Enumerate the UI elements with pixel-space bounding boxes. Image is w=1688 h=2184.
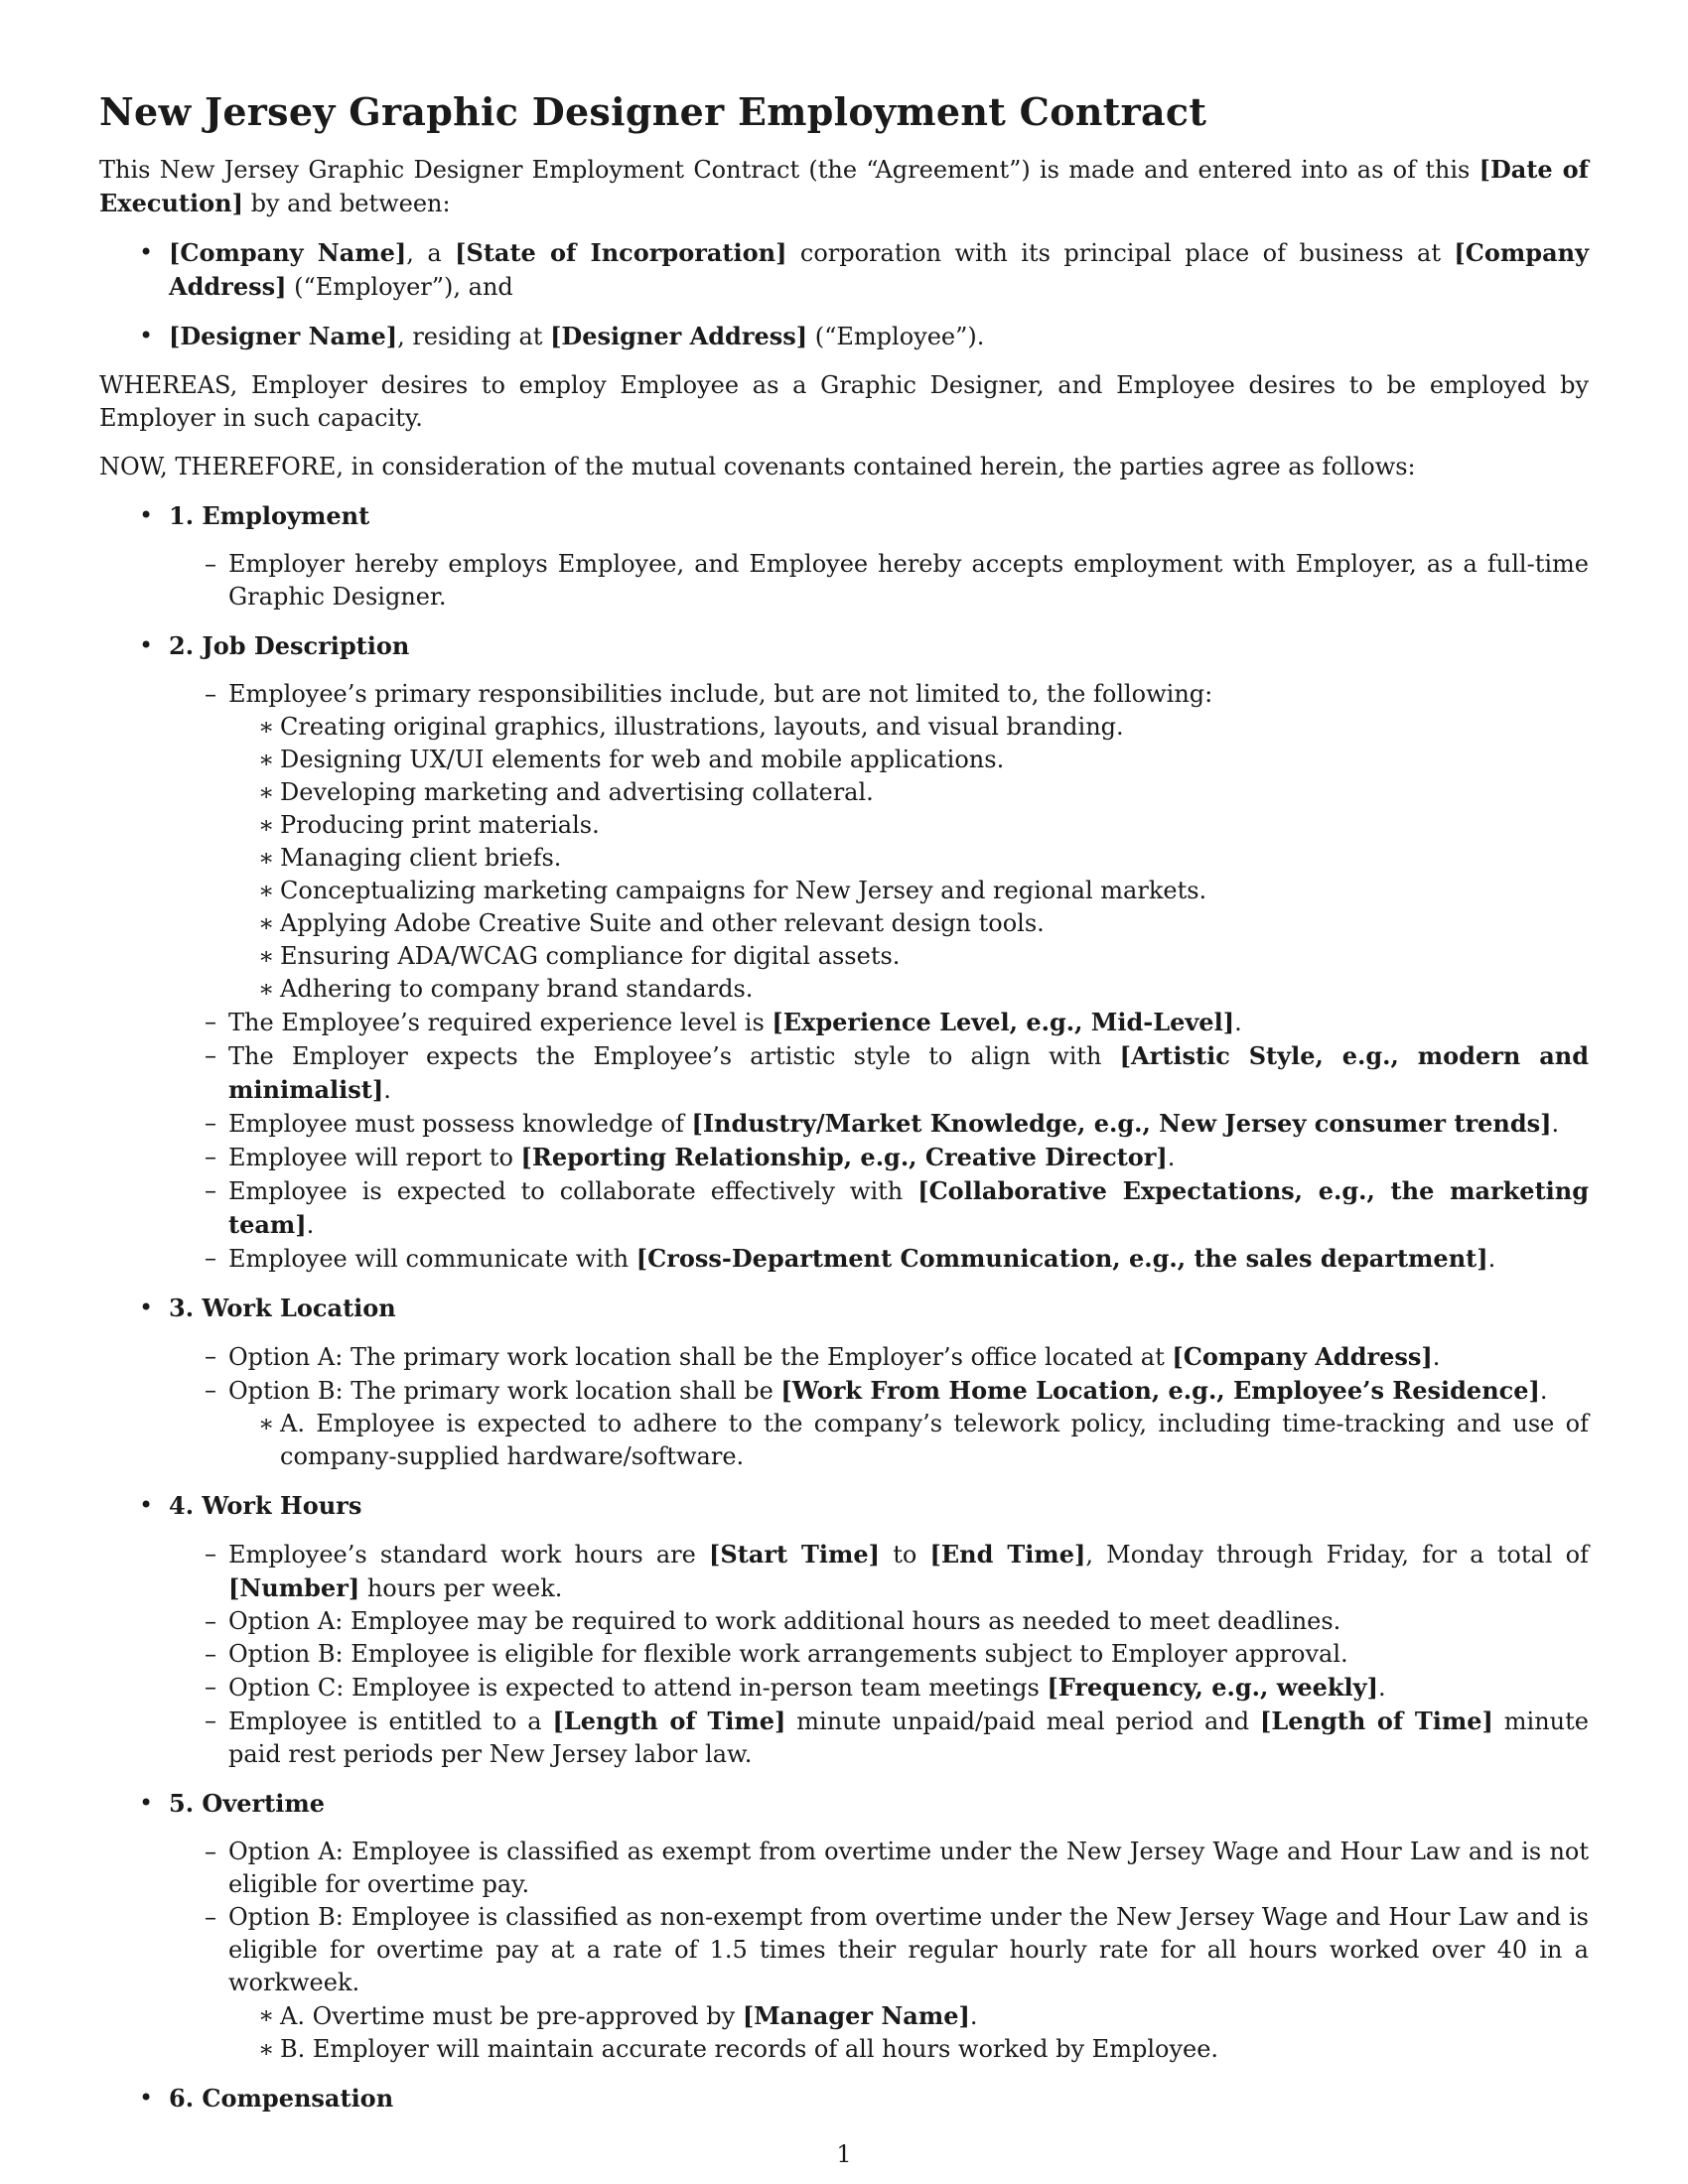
document-title: New Jersey Graphic Designer Employment Contract	[99, 89, 1207, 134]
list-item: – Option B: Employee is classified as non-exempt from overtime under the New Jersey Wage and Hour Law and is eligible for overtime pay at a rate of 1.5 times their regular hourly rate for all hours worked over 40 in a workweek. ∗ A. Overtime must be pre-approved by [Manager Name]. ∗ B. Employer will maintain accurate records of all hours worked by Employee.	[169, 1901, 1589, 2066]
party-employer: • [Company Name], a [State of Incorporation] corporation with its principal place of business at [Company Address] (“Employer”), and	[99, 236, 1589, 304]
section-work-location	[99, 1292, 1589, 1473]
duty-item: ∗ Developing marketing and advertising collateral.	[228, 776, 1589, 809]
section-employment	[99, 499, 1589, 614]
section-overtime	[99, 1787, 1589, 2066]
list-item: – Employee’s standard work hours are [Start Time] to [End Time], Monday through Friday, for a total of [Number] hours per week.	[169, 1538, 1589, 1605]
list-item: – The Employer expects the Employee’s artistic style to align with [Artistic Style, e.g., modern and minimalist].	[169, 1039, 1589, 1107]
page-number: 1	[836, 2140, 852, 2168]
duty-item: ∗ Adhering to company brand standards.	[228, 973, 1589, 1006]
sub-item: ∗ B. Employer will maintain accurate records of all hours worked by Employee.	[228, 2033, 1589, 2066]
duty-item: ∗ Ensuring ADA/WCAG compliance for digital assets.	[228, 940, 1589, 973]
duty-item: ∗ Creating original graphics, illustrations, layouts, and visual branding.	[228, 711, 1589, 744]
section-work-hours	[99, 1489, 1589, 1771]
parties-list	[99, 236, 1589, 353]
list-item: – Employee is entitled to a [Length of Time] minute unpaid/paid meal period and [Length of Time] minute paid rest periods per New Jersey labor law.	[169, 1705, 1589, 1771]
duty-item: ∗ Applying Adobe Creative Suite and other relevant design tools.	[228, 907, 1589, 940]
sub-item: ∗ A. Overtime must be pre-approved by [Manager Name].	[228, 1999, 1589, 2033]
list-item: – Employee will report to [Reporting Relationship, e.g., Creative Director].	[169, 1141, 1589, 1174]
section-title: • 4. Work Hours	[169, 1491, 362, 1520]
sections-list	[99, 499, 1589, 2115]
duties-list	[228, 711, 1589, 1006]
section-title: • 1. Employment	[169, 501, 370, 530]
list-item: – The Employee’s required experience level is [Experience Level, e.g., Mid-Level].	[169, 1006, 1589, 1039]
section-title: • 3. Work Location	[169, 1294, 396, 1322]
list-item: – Option A: Employee may be required to work additional hours as needed to meet deadlines.	[169, 1605, 1589, 1638]
duty-item: ∗ Producing print materials.	[228, 809, 1589, 842]
section-title: • 6. Compensation	[169, 2084, 394, 2113]
intro-paragraph: This New Jersey Graphic Designer Employment Contract (the “Agreement”) is made and entered into as of this [Date of Execution] by and between:	[99, 155, 1589, 217]
sub-item: ∗ A. Employee is expected to adhere to the company’s telework policy, including time-tracking and use of company-supplied hardware/software.	[228, 1408, 1589, 1473]
party-employee: • [Designer Name], residing at [Designer Address] (“Employee”).	[99, 320, 1589, 353]
list-item: – Option A: Employee is classified as exempt from overtime under the New Jersey Wage and Hour Law and is not eligible for overtime pay.	[169, 1836, 1589, 1901]
therefore-clause: NOW, THEREFORE, in consideration of the mutual covenants contained herein, the parties agree as follows:	[99, 453, 1416, 480]
duty-item: ∗ Designing UX/UI elements for web and mobile applications.	[228, 744, 1589, 776]
list-item: – Employee must possess knowledge of [Industry/Market Knowledge, e.g., New Jersey consumer trends].	[169, 1107, 1589, 1141]
list-item: – Employer hereby employs Employee, and Employee hereby accepts employment with Employer, as a full-time Graphic Designer.	[169, 548, 1589, 614]
section-title: • 5. Overtime	[169, 1789, 326, 1818]
list-item: – Option A: The primary work location shall be the Employer’s office located at [Company Address].	[169, 1340, 1589, 1374]
list-item: – Employee’s primary responsibilities include, but are not limited to, the following: ∗ Creating original graphics, illustrations, layouts, and visual branding. ∗ Designing UX/UI elements for web and mobile applications. ∗ Developing marketing and advertising collateral. ∗ Producing print materials. ∗ Managing client briefs. ∗ Conceptualizing marketing campaigns for New Jersey and regional markets. ∗ Applying Adobe Creative Suite and other relevant design tools. ∗ Ensuring ADA/WCAG compliance for digital assets. ∗ Adhering to company brand standards.	[169, 678, 1589, 1006]
list-item: – Employee is expected to collaborate effectively with [Collaborative Expectations, e.g., the marketing team].	[169, 1174, 1589, 1242]
duty-item: ∗ Conceptualizing marketing campaigns for New Jersey and regional markets.	[228, 875, 1589, 907]
list-item: – Option C: Employee is expected to attend in-person team meetings [Frequency, e.g., weekly].	[169, 1671, 1589, 1705]
list-item: – Option B: Employee is eligible for flexible work arrangements subject to Employer approval.	[169, 1638, 1589, 1671]
list-item: – Employee will communicate with [Cross-Department Communication, e.g., the sales department].	[169, 1242, 1589, 1276]
list-item: – Option B: The primary work location shall be [Work From Home Location, e.g., Employee’s Residence]. ∗ A. Employee is expected to adhere to the company’s telework policy, including time-tracking and use of company-supplied hardware/software.	[169, 1374, 1589, 1473]
section-job-description	[99, 629, 1589, 1276]
duty-item: ∗ Managing client briefs.	[228, 842, 1589, 875]
contract-page	[99, 87, 1589, 2130]
section-compensation	[99, 2082, 1589, 2115]
whereas-clause: WHEREAS, Employer desires to employ Employee as a Graphic Designer, and Employee desires to be employed by Employer in such capacity.	[99, 371, 1589, 432]
section-title: • 2. Job Description	[169, 631, 410, 660]
date-placeholder: [Date of Execution]	[99, 155, 1589, 217]
